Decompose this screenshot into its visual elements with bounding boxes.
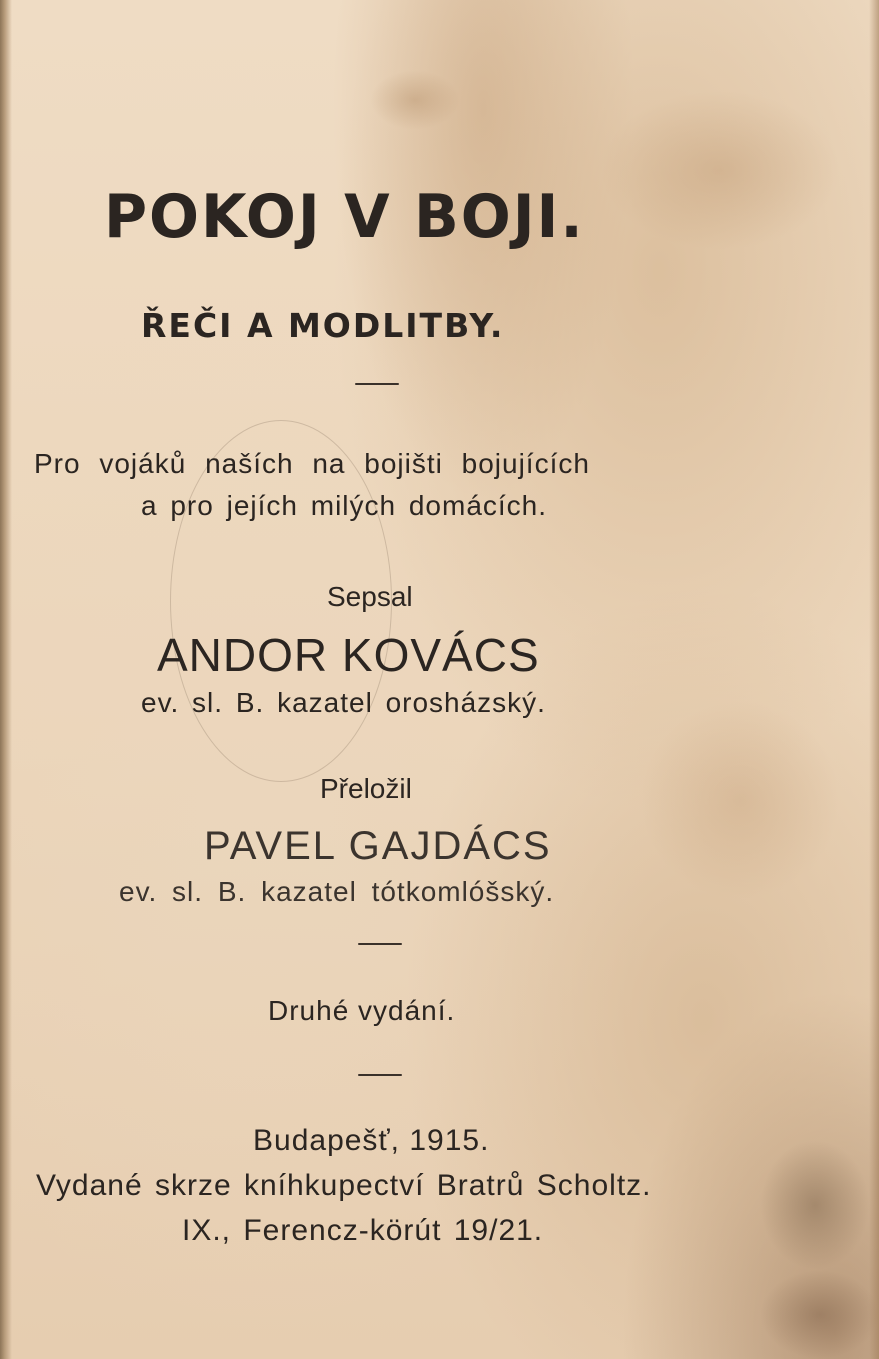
book-title: POKOJ V BOJI. bbox=[104, 182, 585, 252]
divider bbox=[355, 383, 399, 385]
author-label: Sepsal bbox=[327, 581, 413, 612]
book-subtitle: ŘEČI A MODLITBY. bbox=[141, 306, 505, 345]
translator-label: Přeložil bbox=[320, 773, 412, 804]
publisher-line: Vydané skrze kníhkupectví Bratrů Scholtz. bbox=[36, 1169, 652, 1202]
author-role: ev. sl. B. kazatel orosházský. bbox=[141, 687, 546, 718]
edition-note: Druhé vydání. bbox=[268, 995, 456, 1026]
divider bbox=[358, 943, 402, 945]
divider bbox=[358, 1074, 402, 1076]
author-name: ANDOR KOVÁCS bbox=[157, 629, 540, 681]
dedication-line-2: a pro jejích milých domácích. bbox=[141, 490, 548, 521]
dedication-line-1: Pro vojáků naších na bojišti bojujících bbox=[34, 448, 590, 479]
publisher-address: IX., Ferencz-körút 19/21. bbox=[182, 1214, 544, 1247]
translator-name: PAVEL GAJDÁCS bbox=[204, 824, 552, 868]
publication-place-year: Budapešť, 1915. bbox=[253, 1124, 490, 1157]
translator-role: ev. sl. B. kazatel tótkomlóšský. bbox=[119, 876, 555, 907]
